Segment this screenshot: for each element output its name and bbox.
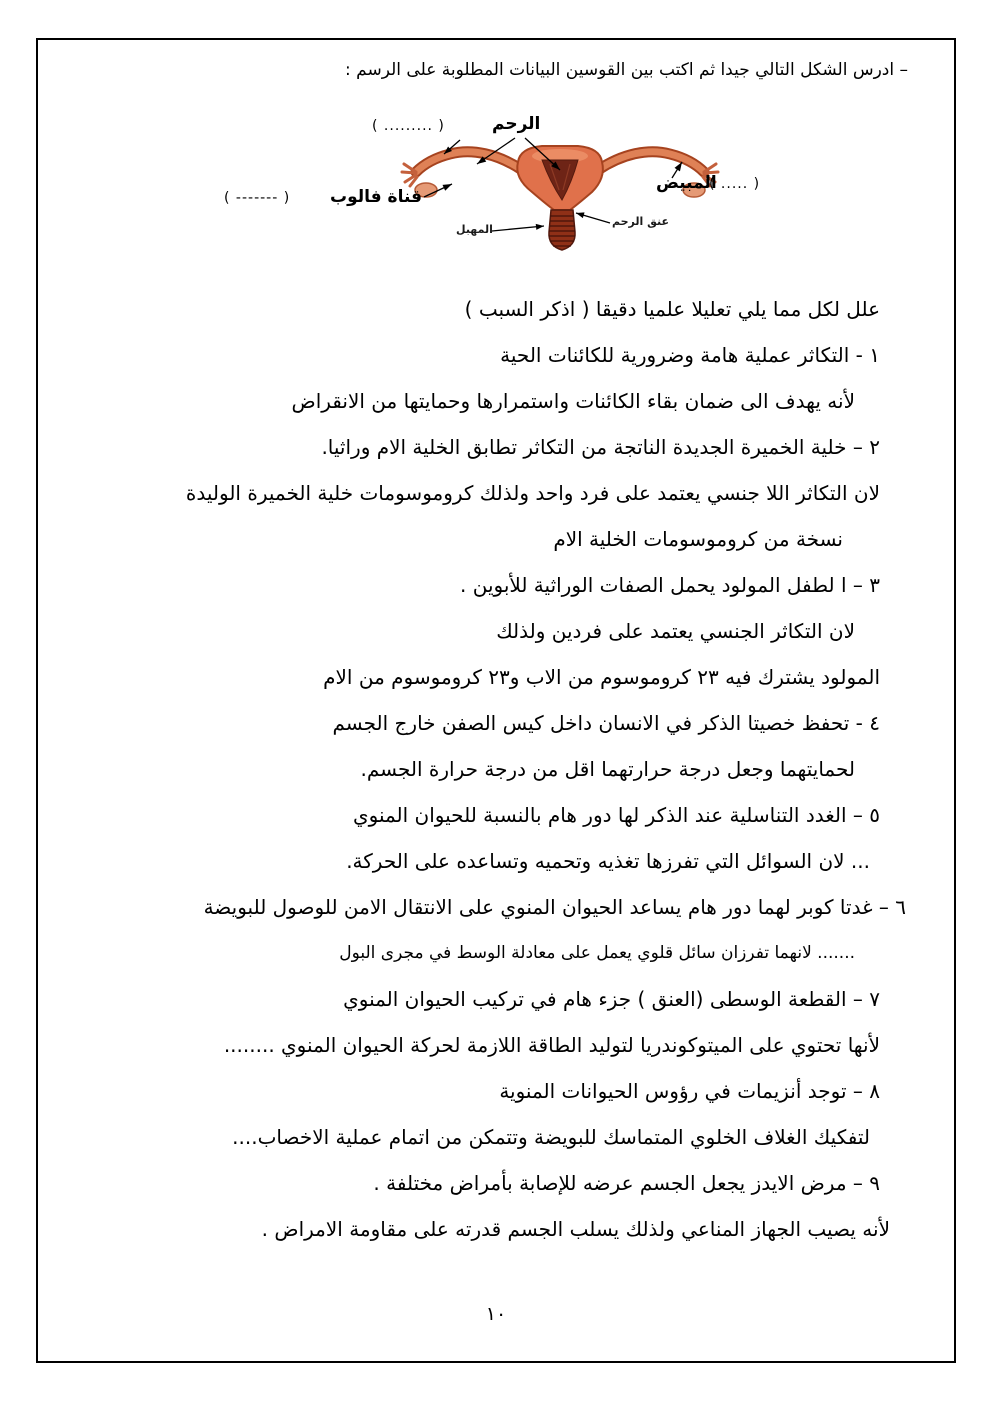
answer-3-line-2: المولود يشترك فيه ٢٣ كروموسوم من الاب و٢٣ كروموسوم من الام <box>323 665 880 689</box>
answer-8: لتفكيك الغلاف الخلوي المتماسك للبويضة وتتمكن من اتمام عملية الاخصاب.... <box>232 1125 870 1149</box>
question-5: ٥ – الغدد التناسلية عند الذكر لها دور هام بالنسبة للحيوان المنوي <box>352 803 880 827</box>
answer-1: لأنه يهدف الى ضمان بقاء الكائنات واستمرارها وحمايتها من الانقراض <box>291 389 855 413</box>
answer-4: لحمايتهما وجعل درجة حرارتهما اقل من درجة حرارة الجسم. <box>360 757 855 781</box>
answer-5: ... لان السوائل التي تفرزها تغذيه وتحميه وتساعده على الحركة. <box>346 849 870 873</box>
questions-section <box>84 286 908 1252</box>
question-8: ٨ – توجد أنزيمات في رؤوس الحيوانات المنوية <box>499 1079 880 1103</box>
answer-7: لأنها تحتوي على الميتوكوندريا لتوليد الطاقة اللازمة لحركة الحيوان المنوي ........ <box>223 1033 880 1057</box>
section-heading: علل لكل مما يلي تعليلا علميا دقيقا ( اذكر السبب ) <box>464 297 880 321</box>
answer-2-line-1: لان التكاثر اللا جنسي يعتمد على فرد واحد ولذلك كروموسومات خلية الخميرة الوليدة <box>185 481 880 505</box>
fallopian-answer-blank: ( ------- ) <box>224 190 291 206</box>
ovary-answer-blank: ( ..... ) <box>709 176 761 192</box>
cervix-vagina-shape <box>549 210 575 250</box>
page-border <box>36 38 956 1363</box>
question-2: ٢ – خلية الخميرة الجديدة الناتجة من التكاثر تطابق الخلية الام وراثيا. <box>321 435 880 459</box>
question-1: ١ - التكاثر عملية هامة وضرورية للكائنات الحية <box>500 343 880 367</box>
fallopian-tube-left <box>416 152 522 172</box>
question-6: ٦ – غدتا كوبر لهما دور هام يساعد الحيوان المنوي على الانتقال الامن للوصول للبويضة <box>203 895 906 919</box>
answer-6: ....... لانهما تفرزان سائل قلوي يعمل على معادلة الوسط في مجرى البول <box>339 943 855 963</box>
fallopian-tube-label: قناة فالوب <box>330 187 423 207</box>
ovary-label: المبيض <box>656 173 717 193</box>
cervix-label: عنق الرحم <box>612 215 670 228</box>
fallopian-tube-right <box>598 152 704 172</box>
instruction-line: – ادرس الشكل التالي جيدا ثم اكتب بين القوسين البيانات المطلوبة على الرسم : <box>345 60 908 80</box>
question-7: ٧ – القطعة الوسطى (العنق ) جزء هام في تركيب الحيوان المنوي <box>343 987 880 1011</box>
answer-2-line-2: نسخة من كروموسومات الخلية الام <box>553 527 843 551</box>
answer-9: لأنه يصيب الجهاز المناعي ولذلك يسلب الجسم قدرته على مقاومة الامراض . <box>261 1217 890 1241</box>
question-3: ٣ – ا لطفل المولود يحمل الصفات الوراثية للأبوين . <box>460 573 880 597</box>
page-number: ١٠ <box>485 1303 507 1325</box>
uterus-answer-blank: ( ......... ) <box>372 118 445 134</box>
anatomy-figure <box>220 110 761 272</box>
question-4: ٤ - تحفظ خصيتا الذكر في الانسان داخل كيس الصفن خارج الجسم <box>332 711 880 735</box>
uterus-shape <box>517 146 603 210</box>
uterus-label: الرحم <box>492 114 541 134</box>
vagina-label: المهبل <box>456 223 493 236</box>
page-content <box>38 40 954 1361</box>
question-9: ٩ – مرض الايدز يجعل الجسم عرضه للإصابة بأمراض مختلفة . <box>373 1171 880 1195</box>
answer-3-line-1: لان التكاثر الجنسي يعتمد على فردين ولذلك <box>496 619 855 643</box>
